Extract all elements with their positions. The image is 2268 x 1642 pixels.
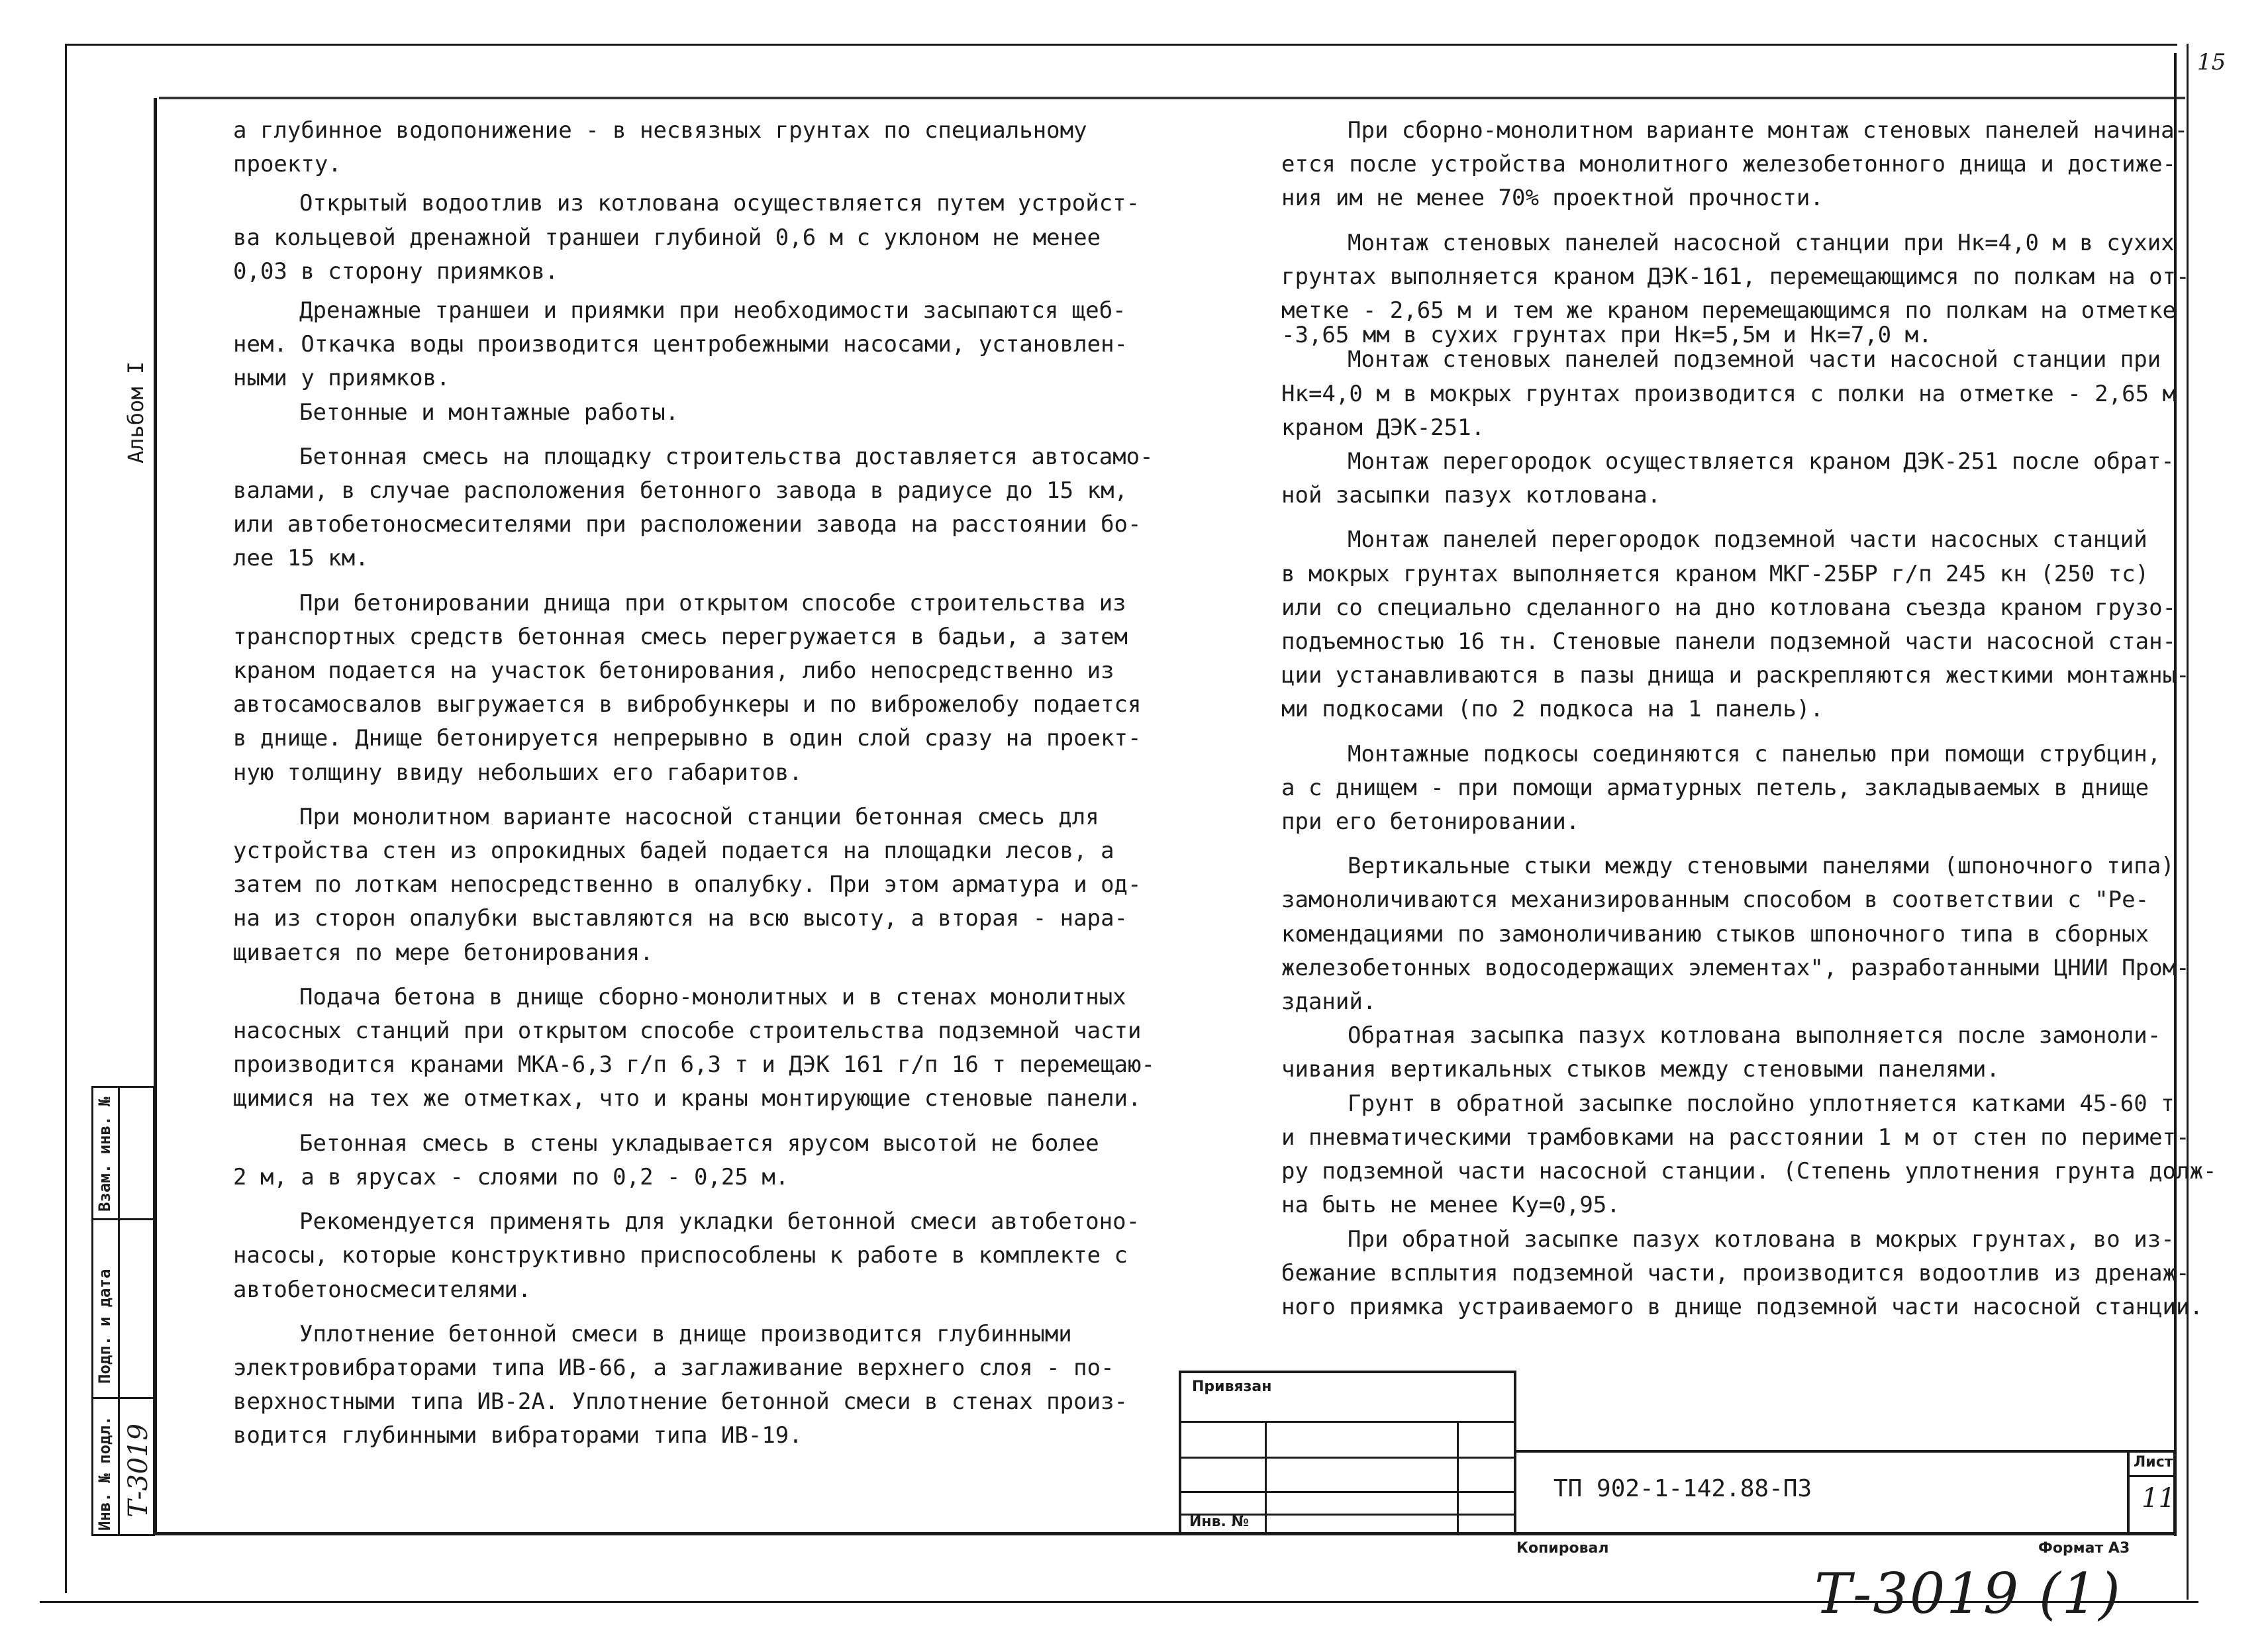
sheet-cell-divider (2127, 1450, 2130, 1535)
sheet-number: 11 (2142, 1483, 2175, 1514)
text-line: ными у приямков. (233, 365, 450, 392)
text-line: Уплотнение бетонной смеси в днище производится глубинными (299, 1320, 1072, 1347)
text-line: при его бетонировании. (1281, 808, 1580, 836)
text-line: зданий. (1281, 989, 1377, 1016)
text-line: замоноличиваются механизированным способом в соответствии с "Ре- (1281, 887, 2149, 914)
inv-no-label: Инв. № (1189, 1514, 1250, 1530)
album-label: Альбом I (123, 361, 148, 463)
text-line: При бетонировании днища при открытом способе строительства из (299, 589, 1126, 616)
text-line: комендациями по замоноличиванию стыков шпоночного типа в сборных (1281, 920, 2149, 947)
privyazan-label: Привязан (1192, 1378, 1272, 1395)
text-line: и пневматическими трамбовками на расстоянии 1 м от стен по перимет- (1281, 1124, 2190, 1151)
format-label: Формат А3 (2038, 1540, 2130, 1557)
text-line: При сборно-монолитном варианте монтаж стеновых панелей начина- (1348, 117, 2189, 144)
sheet-cell-line (2127, 1475, 2176, 1477)
text-line: или со специально сделанного на дно котлована съезда краном грузо- (1281, 594, 2177, 621)
outer-frame-left (65, 44, 67, 1593)
section-heading: Бетонные и монтажные работы. (299, 399, 679, 426)
text-line: проекту. (233, 151, 342, 178)
text-line: При обратной засыпке пазух котлована в мокрых грунтах, во из- (1348, 1226, 2175, 1253)
text-line: на из сторон опалубки выставляются на всю высоту, а вторая - нара- (233, 905, 1128, 932)
text-line: -3,65 мм в сухих грунтах при Нк=5,5м и Нк=7,0 м. (1281, 322, 1932, 349)
text-line: При монолитном варианте насосной станции бетонная смесь для (299, 803, 1099, 830)
text-line: ного приямка устраиваемого в днище подземной части насосной станции. (1281, 1293, 2203, 1320)
text-line: или автобетоносмесителями при расположении завода на расстоянии бо- (233, 511, 1142, 538)
text-line: ва кольцевой дренажной траншеи глубиной 0,6 м с уклоном не менее (233, 224, 1101, 251)
text-line: верхностными типа ИВ-2А. Уплотнение бетонной смеси в стенах произ- (233, 1388, 1128, 1416)
page-number: 15 (2197, 49, 2226, 75)
text-line: щимися на тех же отметках, что и краны монтирующие стеновые панели. (233, 1085, 1142, 1112)
text-line: грунтах выполняется краном ДЭК-161, перемещающимся по полкам на от- (1281, 263, 2190, 290)
text-line: Открытый водоотлив из котлована осуществляется путем устройст- (299, 190, 1140, 217)
text-line: ную толщину ввиду небольших его габаритов. (233, 759, 803, 786)
left-column (233, 114, 1155, 1453)
text-line: метке - 2,65 м и тем же краном перемещающимся по полкам на отметке (1281, 297, 2177, 324)
sidebar-inv-number: Т-3019 (123, 1424, 154, 1518)
text-line: ми подкосами (по 2 подкоса на 1 панель). (1281, 696, 1824, 723)
text-line: краном ДЭК-251. (1281, 414, 1485, 441)
sidebar-label-inv-podl: Инв. № подл. (95, 1416, 114, 1531)
approval-strip-divider (91, 1218, 155, 1220)
title-block-vline (1457, 1421, 1459, 1535)
text-line: Монтаж перегородок осуществляется краном ДЭК-251 после обрат- (1348, 448, 2175, 475)
text-line: автобетоносмесителями. (233, 1276, 532, 1303)
document-code: ТП 902-1-142.88-ПЗ (1553, 1475, 1812, 1502)
text-line: Грунт в обратной засыпке послойно уплотняется катками 45-60 т (1348, 1090, 2175, 1117)
approval-strip-divider-vertical (118, 1086, 120, 1536)
text-line: Подача бетона в днище сборно-монолитных и в стенах монолитных (299, 983, 1126, 1010)
text-line: водится глубинными вибраторами типа ИВ-19. (233, 1422, 803, 1449)
text-line: насосы, которые конструктивно приспособлены к работе в комплекте с (233, 1242, 1128, 1269)
text-line: Бетонная смесь на площадку строительства доставляется автосамо- (299, 443, 1154, 470)
text-line: подъемностью 16 тн. Стеновые панели подземной части насосной стан- (1281, 628, 2177, 655)
text-line: автосамосвалов выгружается в вибробункеры и по виброжелобу подается (233, 691, 1142, 718)
text-line: ется после устройства монолитного железобетонного днища и достиже- (1281, 151, 2177, 178)
text-line: ции устанавливаются в пазы днища и раскрепляются жесткими монтажны- (1281, 662, 2190, 689)
right-column (1281, 114, 2216, 1324)
text-line: Монтажные подкосы соединяются с панелью при помощи струбцин, (1348, 740, 2161, 767)
text-line: Бетонная смесь в стены укладывается ярусом высотой не более (299, 1130, 1099, 1157)
text-line: Обратная засыпка пазух котлована выполняется после замоноли- (1348, 1022, 2161, 1049)
title-block-line (1179, 1457, 1516, 1459)
title-block-left (1179, 1371, 1516, 1535)
text-line: транспортных средств бетонная смесь перегружается в бадьи, а затем (233, 623, 1128, 650)
text-line: нем. Откачка воды производится центробежными насосами, установлен- (233, 331, 1128, 358)
sheet-label: Лист (2134, 1454, 2173, 1471)
text-line: ния им не менее 70% проектной прочности. (1281, 185, 1824, 212)
text-line: на быть не менее Ку=0,95. (1281, 1192, 1620, 1219)
sidebar-label-podp-data: Подп. и дата (95, 1269, 114, 1384)
text-line: Монтаж стеновых панелей подземной части насосной станции при (1348, 346, 2161, 373)
text-line: а с днищем - при помощи арматурных петель, закладываемых в днище (1281, 774, 2149, 801)
title-block-line (1179, 1491, 1516, 1493)
text-line: Монтаж панелей перегородок подземной части насосных станций (1348, 526, 2147, 554)
outer-frame-top (65, 44, 2177, 46)
text-line: насосных станций при открытом способе строительства подземной части (233, 1018, 1142, 1045)
text-line: ру подземной части насосной станции. (Степень уплотнения грунта долж- (1281, 1158, 2217, 1185)
text-line: Нк=4,0 м в мокрых грунтах производится с полки на отметке - 2,65 м (1281, 380, 2177, 407)
text-line: Рекомендуется применять для укладки бетонной смеси автобетоно- (299, 1208, 1140, 1235)
text-line: чивания вертикальных стыков между стеновыми панелями. (1281, 1056, 2000, 1083)
text-line: щивается по мере бетонирования. (233, 939, 654, 966)
text-line: электровибраторами типа ИВ-66, а заглаживание верхнего слоя - по- (233, 1354, 1114, 1381)
inner-frame-top (159, 97, 2185, 99)
text-line: а глубинное водопонижение - в несвязных грунтах по специальному (233, 117, 1087, 144)
text-line: 2 м, а в ярусах - слоями по 0,2 - 0,25 м. (233, 1163, 789, 1190)
approval-strip-divider (91, 1397, 155, 1399)
text-line: железобетонных водосодержащих элементах", разработанными ЦНИИ Пром- (1281, 954, 2190, 981)
text-line: Дренажные траншеи и приямки при необходимости засыпаются щеб- (299, 297, 1126, 324)
kopiroval-label: Копировал (1516, 1540, 1609, 1557)
text-line: в днище. Днище бетонируется непрерывно в один слой сразу на проект- (233, 725, 1142, 752)
sidebar-label-vzam-inv: Взам. инв. № (95, 1096, 114, 1212)
text-line: ной засыпки пазух котлована. (1281, 482, 1661, 509)
text-line: валами, в случае расположения бетонного завода в радиусе до 15 км, (233, 477, 1128, 505)
text-line: лее 15 км. (233, 545, 369, 572)
text-line: бежание всплытия подземной части, производится водоотлив из дренаж- (1281, 1259, 2190, 1286)
text-line: в мокрых грунтах выполняется краном МКГ-25БР г/п 245 кн (250 тс) (1281, 560, 2149, 587)
text-line: краном подается на участок бетонирования, либо непосредственно из (233, 657, 1114, 685)
text-line: затем по лоткам непосредственно в опалубку. При этом арматура и од- (233, 871, 1142, 898)
text-line: Монтаж стеновых панелей насосной станции при Нк=4,0 м в сухих (1348, 229, 2175, 256)
text-line: производится кранами МКА-6,3 г/п 6,3 т и ДЭК 161 г/п 16 т перемещаю- (233, 1051, 1155, 1079)
archive-stamp: Т-3019 (1) (1814, 1561, 2122, 1626)
title-block-vline (1265, 1421, 1267, 1535)
title-block-line (1179, 1421, 1516, 1423)
text-line: устройства стен из опрокидных бадей подается на площадки лесов, а (233, 838, 1114, 865)
text-line: 0,03 в сторону приямков. (233, 258, 559, 285)
text-line: Вертикальные стыки между стеновыми панелями (шпоночного типа) (1348, 853, 2175, 880)
